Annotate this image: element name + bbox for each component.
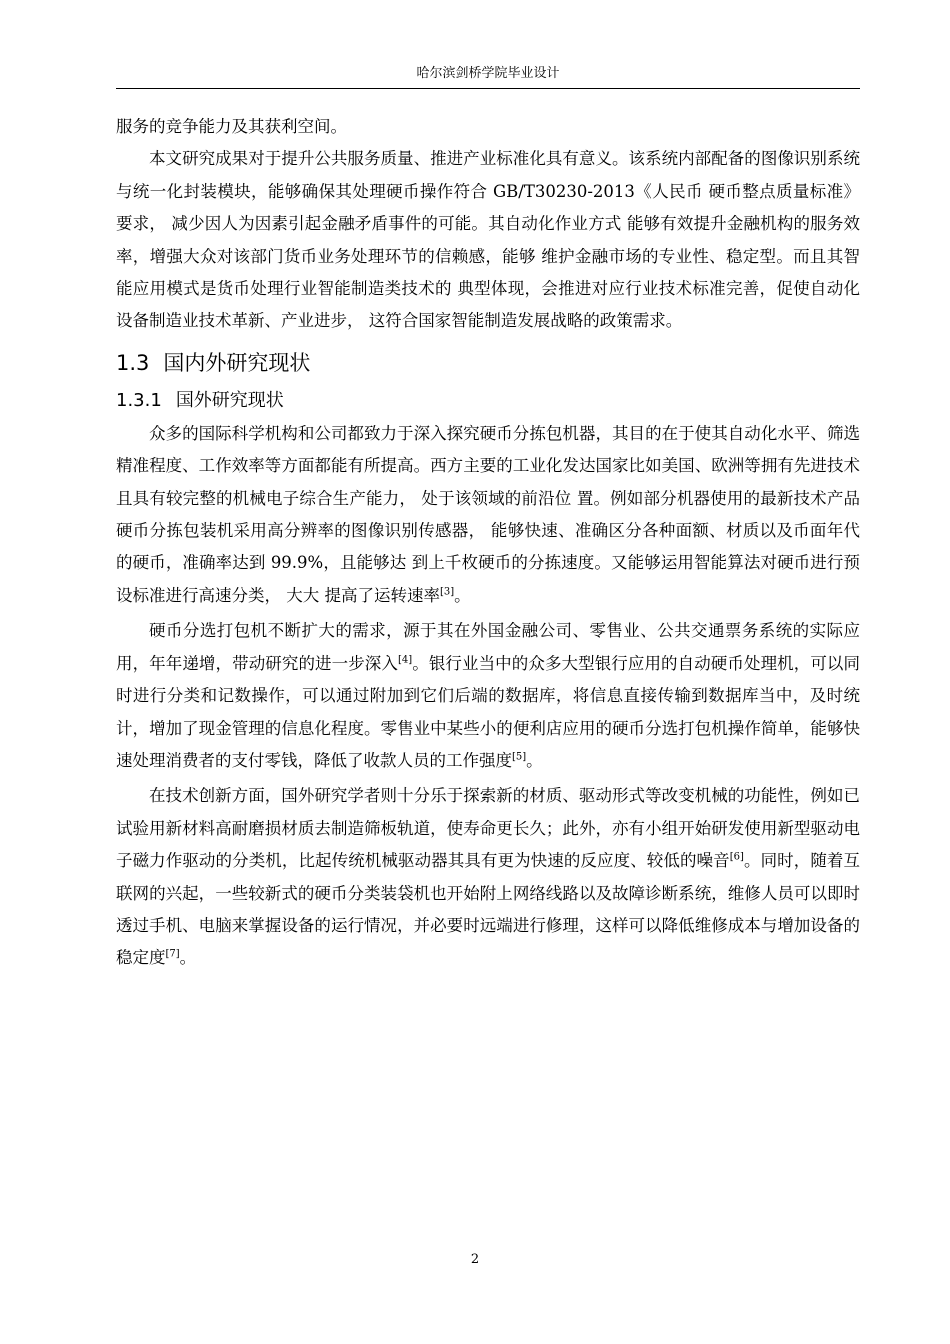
paragraph-continuation: 服务的竞争能力及其获利空间。 <box>116 117 347 136</box>
paragraph-text: 。同时，随着互联网的兴起，一些较新式的硬币分类装袋机也开始附上网络线路以及故障诊断系统，维修人员可以即时透过手机、电脑来掌握设备的运行情况，并必要时远端进行修理，这样可以降低维修成本与增加设备的稳定度 <box>116 851 861 968</box>
paragraph-foreign-research-1 <box>116 418 860 612</box>
paragraph-text: 。银行业当中的众多大型银行应用的自动硬币处理机，可以同时进行分类和记数操作，可以通过附加到它们后端的数据库，将信息直接传输到数据库当中，及时统计，增加了现金管理的信息化程度。零售业中某些小的便利店应用的硬币分选打包机操作简单，能够快速处理消费者的支付零钱，降低了收款人员的工作强度 <box>116 653 861 770</box>
paragraph-text: 硬币分选打包机不断扩大的需求，源于其在外国金融公司、零售业、公共交通票务系统的实际应用，年年递增，带动研究的进一步深入 <box>116 621 860 673</box>
page-number: 2 <box>470 1252 480 1267</box>
document-body <box>116 111 860 975</box>
header-divider <box>116 88 860 89</box>
paragraph-text-end: 。 <box>454 585 471 605</box>
subsection-number: 1.3.1 <box>116 389 162 411</box>
running-header: 哈尔滨剑桥学院毕业设计 <box>416 66 560 81</box>
paragraph-text-end: 。 <box>526 750 543 770</box>
paragraph-significance: 本文研究成果对于提升公共服务质量、推进产业标准化具有意义。该系统内部配备的图像识别系统与统一化封装模块，能够确保其处理硬币操作符合 GB/T30230-2013《人民币 硬币整点质量标准》要求， 减少因人为因素引起金融矛盾事件的可能。其自动化作业方式 能够有效提升金融机构的服务效率，增强大众对该部门货币业务处理环节的信赖感，能够 维护金融市场的专业性、稳定型。而且其智能应用模式是货币处理行业智能制造类技术的 典型体现，会推进对应行业技术标准完善，促使自动化设备制造业技术革新、产业进步， 这符合国家智能制造发展战略的政策需求。 <box>116 149 860 331</box>
paragraph-foreign-research-2 <box>116 615 860 777</box>
subsection-heading <box>116 384 860 418</box>
section-number: 1.3 <box>116 350 150 375</box>
citation-ref: [3] <box>440 586 455 598</box>
citation-ref: [7] <box>165 948 180 960</box>
paragraph-text: 在技术创新方面，国外研究学者则十分乐于探索新的材质、驱动形式等改变机械的功能性，例如已试验用新材料高耐磨损材质去制造筛板轨道，使寿命更长久；此外，亦有小组开始研发使用新型驱动电子磁力作驱动的分类机，比起传统机械驱动器其具有更为快速的反应度、较低的噪音 <box>116 786 860 871</box>
paragraph-text: 众多的国际科学机构和公司都致力于深入探究硬币分拣包机器，其目的在于使其自动化水平、筛选精准程度、工作效率等方面都能有所提高。西方主要的工业化发达国家比如美国、欧洲等拥有先进技术且具有较完整的机械电子综合生产能力， 处于该领域的前沿位 置。例如部分机器使用的最新技术产品硬币分拣包装机采用高分辨率的图像识别传感器， 能够快速、准确区分各种面额、材质以及币面年代的硬币，准确率达到 99.9%，且能够达 到上千枚硬币的分拣速度。又能够运用智能算法对硬币进行预设标准进行高速分类， 大大 提高了运转速率 <box>116 423 860 605</box>
subsection-title: 国外研究现状 <box>175 389 284 411</box>
paragraph-text-end: 。 <box>179 948 197 968</box>
citation-ref: [4] <box>397 654 413 666</box>
section-heading <box>116 344 860 382</box>
section-title: 国内外研究现状 <box>163 350 311 375</box>
citation-ref: [5] <box>512 751 527 763</box>
paragraph-foreign-research-3 <box>116 780 860 974</box>
citation-ref: [6] <box>729 851 744 863</box>
